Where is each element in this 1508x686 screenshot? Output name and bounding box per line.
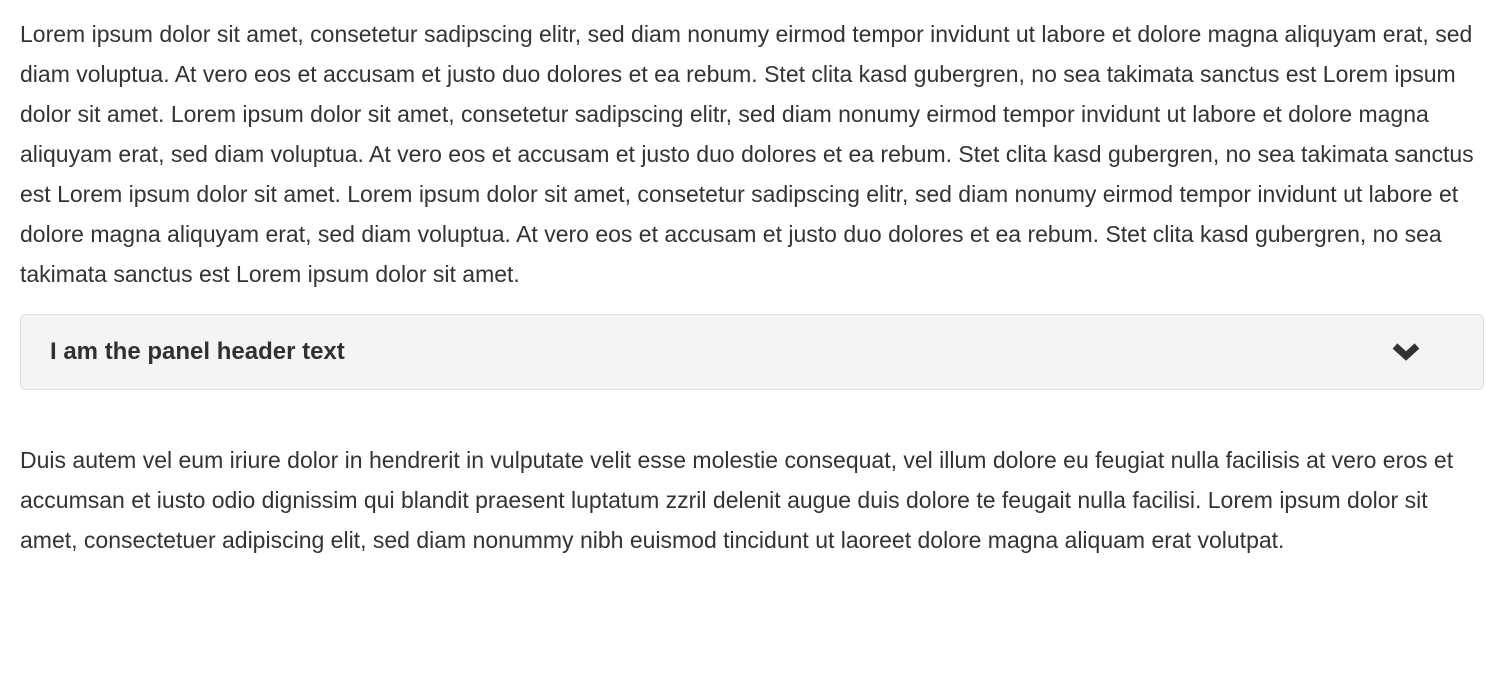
- panel-header[interactable]: [20, 314, 1484, 390]
- intro-paragraph: Lorem ipsum dolor sit amet, consetetur sadipscing elitr, sed diam nonumy eirmod tempor invidunt ut labore et dolore magna aliquyam erat, sed diam voluptua. At vero eos et accusam et justo duo dolores et ea rebum. Stet clita kasd gubergren, no sea takimata sanctus est Lorem ipsum dolor sit amet. Lorem ipsum dolor sit amet, consetetur sadipscing elitr, sed diam nonumy eirmod tempor invidunt ut labore et dolore magna aliquyam erat, sed diam voluptua. At vero eos et accusam et justo duo dolores et ea rebum. Stet clita kasd gubergren, no sea takimata sanctus est Lorem ipsum dolor sit amet. Lorem ipsum dolor sit amet, consetetur sadipscing elitr, sed diam nonumy eirmod tempor invidunt ut labore et dolore magna aliquyam erat, sed diam voluptua. At vero eos et accusam et justo duo dolores et ea rebum. Stet clita kasd gubergren, no sea takimata sanctus est Lorem ipsum dolor sit amet.: [20, 21, 1474, 287]
- collapsible-panel: [20, 314, 1484, 390]
- panel-toggle-button[interactable]: [1391, 340, 1421, 364]
- chevron-down-icon: [1391, 341, 1421, 363]
- footer-paragraph: Duis autem vel eum iriure dolor in hendrerit in vulputate velit esse molestie consequat, vel illum dolore eu feugiat nulla facilisis at vero eros et accumsan et iusto odio dignissim qui blandit praesent luptatum zzril delenit augue duis dolore te feugait nulla facilisi. Lorem ipsum dolor sit amet, consectetuer adipiscing elit, sed diam nonummy nibh euismod tincidunt ut laoreet dolore magna aliquam erat volutpat.: [20, 447, 1454, 553]
- panel-header-title: I am the panel header text: [50, 338, 345, 365]
